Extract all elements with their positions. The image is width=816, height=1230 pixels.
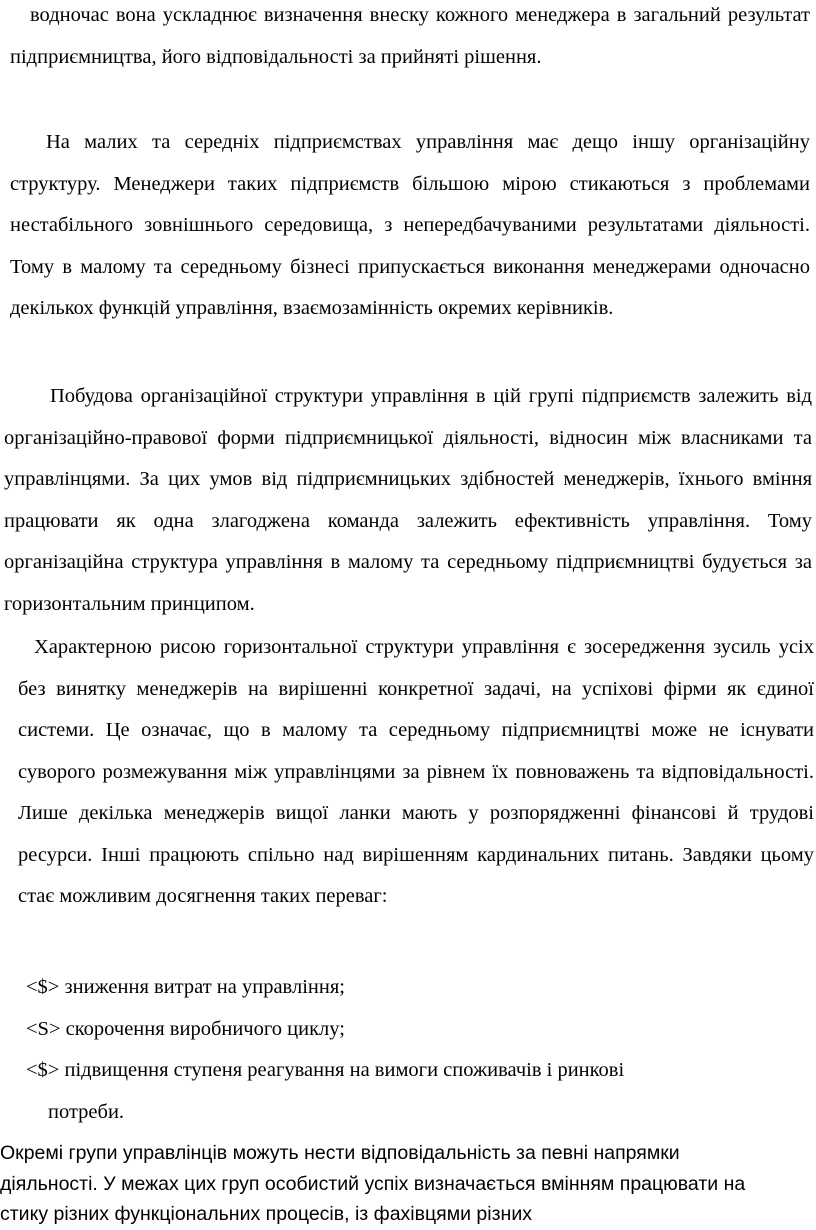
list-item: <$> зниження витрат на управління; (26, 976, 345, 998)
list-item-continuation: потреби. (48, 1101, 125, 1123)
paragraph-4: Характерною рисою горизонтальної структури управління є зосередження зусиль усіх без винятку менеджерів на вирішенні конкретної задачі, на успіхові фірми як єдиної системи. Це означає, що в малому та середньому підприємництві може не існувати суворого розмежування між управлінцями за рівнем їх повноважень та відповідальності. Лише декілька менеджерів вищої ланки мають у розпорядженні фінансові й трудові ресурси. Інші працюють спільно над вирішенням кардинальних питань. Завдяки цьому стає можливим досягнення таких переваг: (18, 636, 814, 907)
list-item: <$> підвищення ступеня реагування на вимоги споживачів і ринкові (26, 1059, 625, 1081)
closing-paragraph: Окремі групи управлінців можуть нести відповідальність за певні напрямки діяльності. У межах цих груп особистий успіх визначається вмінням працювати на стику різних функціональних процесів, із фахівцями різних (0, 1142, 746, 1225)
paragraph-3: Побудова організаційної структури управління в цій групі підприємств залежить від організаційно-правової форми підприємницької діяльності, відносин між власниками та управлінцями. За цих умов від підприємницьких здібностей менеджерів, їхнього вміння працювати як одна злагоджена команда залежить ефективність управління. Тому організаційна структура управління в малому та середньому підприємництві будується за горизонтальним принципом. (4, 385, 812, 615)
list-item: <S> скорочення виробничого циклу; (26, 1018, 345, 1040)
paragraph-2: На малих та середніх підприємствах управління має дещо іншу організаційну структуру. Менеджери таких підприємств більшою мірою стикаються з проблемами нестабільного зовнішнього середовища, з непередбачуваними результатами діяльності. Тому в малому та середньому бізнесі припускається виконання менеджерами одночасно декількох функцій управління, взаємозамінність окремих керівників. (10, 131, 810, 319)
paragraph-1: водночас вона ускладнює визначення внеску кожного менеджера в загальний результат підприємництва, його відповідальності за прийняті рішення. (10, 4, 810, 68)
